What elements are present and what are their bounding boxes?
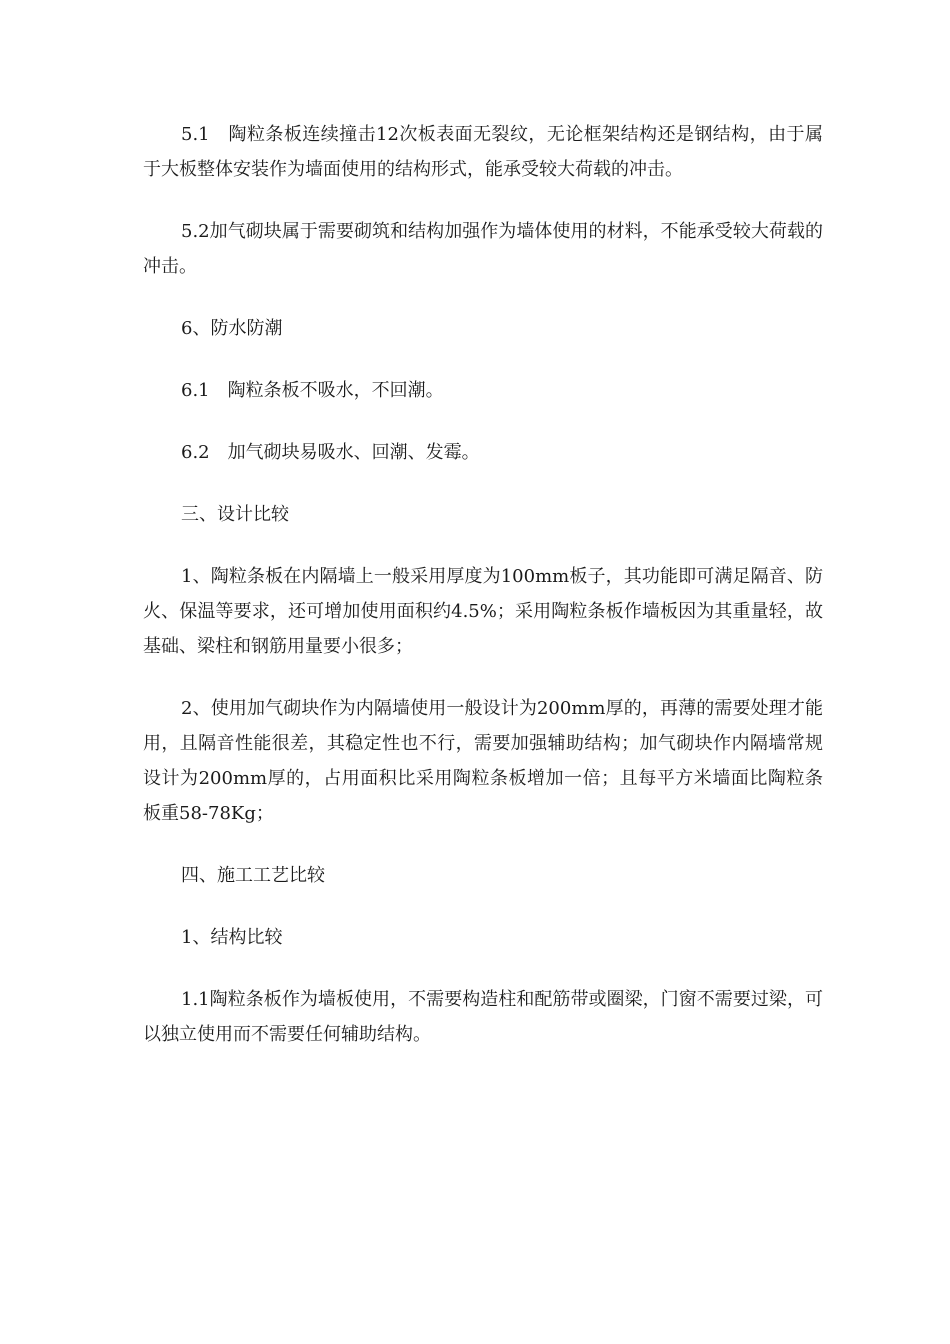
paragraph-design-2: 2、使用加气砌块作为内隔墙使用一般设计为200mm厚的，再薄的需要处理才能用，且隔音性能很差，其稳定性也不行，需要加强辅助结构；加气砌块作内隔墙常规设计为200mm厚的，占用面积比采用陶粒条板增加一倍；且每平方米墙面比陶粒条板重58-78Kg；: [143, 698, 823, 824]
paragraph-structure-1-1: 1.1陶粒条板作为墙板使用，不需要构造柱和配筋带或圈梁，门窗不需要过梁，可以独立使用而不需要任何辅助结构。: [143, 989, 823, 1045]
paragraph-5-1: 5.1 陶粒条板连续撞击12次板表面无裂纹，无论框架结构还是钢结构，由于属于大板整体安装作为墙面使用的结构形式，能承受较大荷载的冲击。: [143, 124, 823, 180]
paragraph-6-1: 6.1 陶粒条板不吸水，不回潮。: [181, 380, 444, 401]
section-heading-design-comparison: 三、设计比较: [181, 504, 289, 525]
section-heading-construction-comparison: 四、施工工艺比较: [181, 865, 325, 886]
section-heading-6: 6、防水防潮: [181, 318, 283, 339]
paragraph-6-2: 6.2 加气砌块易吸水、回潮、发霉。: [181, 442, 480, 463]
subsection-heading-structure-comparison: 1、结构比较: [181, 927, 283, 948]
document-body: [143, 117, 823, 1079]
paragraph-5-2: 5.2加气砌块属于需要砌筑和结构加强作为墙体使用的材料，不能承受较大荷载的冲击。: [143, 221, 823, 277]
paragraph-design-1: 1、陶粒条板在内隔墙上一般采用厚度为100mm板子，其功能即可满足隔音、防火、保温等要求，还可增加使用面积约4.5%；采用陶粒条板作墙板因为其重量轻，故基础、梁柱和钢筋用量要小很多；: [143, 566, 823, 657]
